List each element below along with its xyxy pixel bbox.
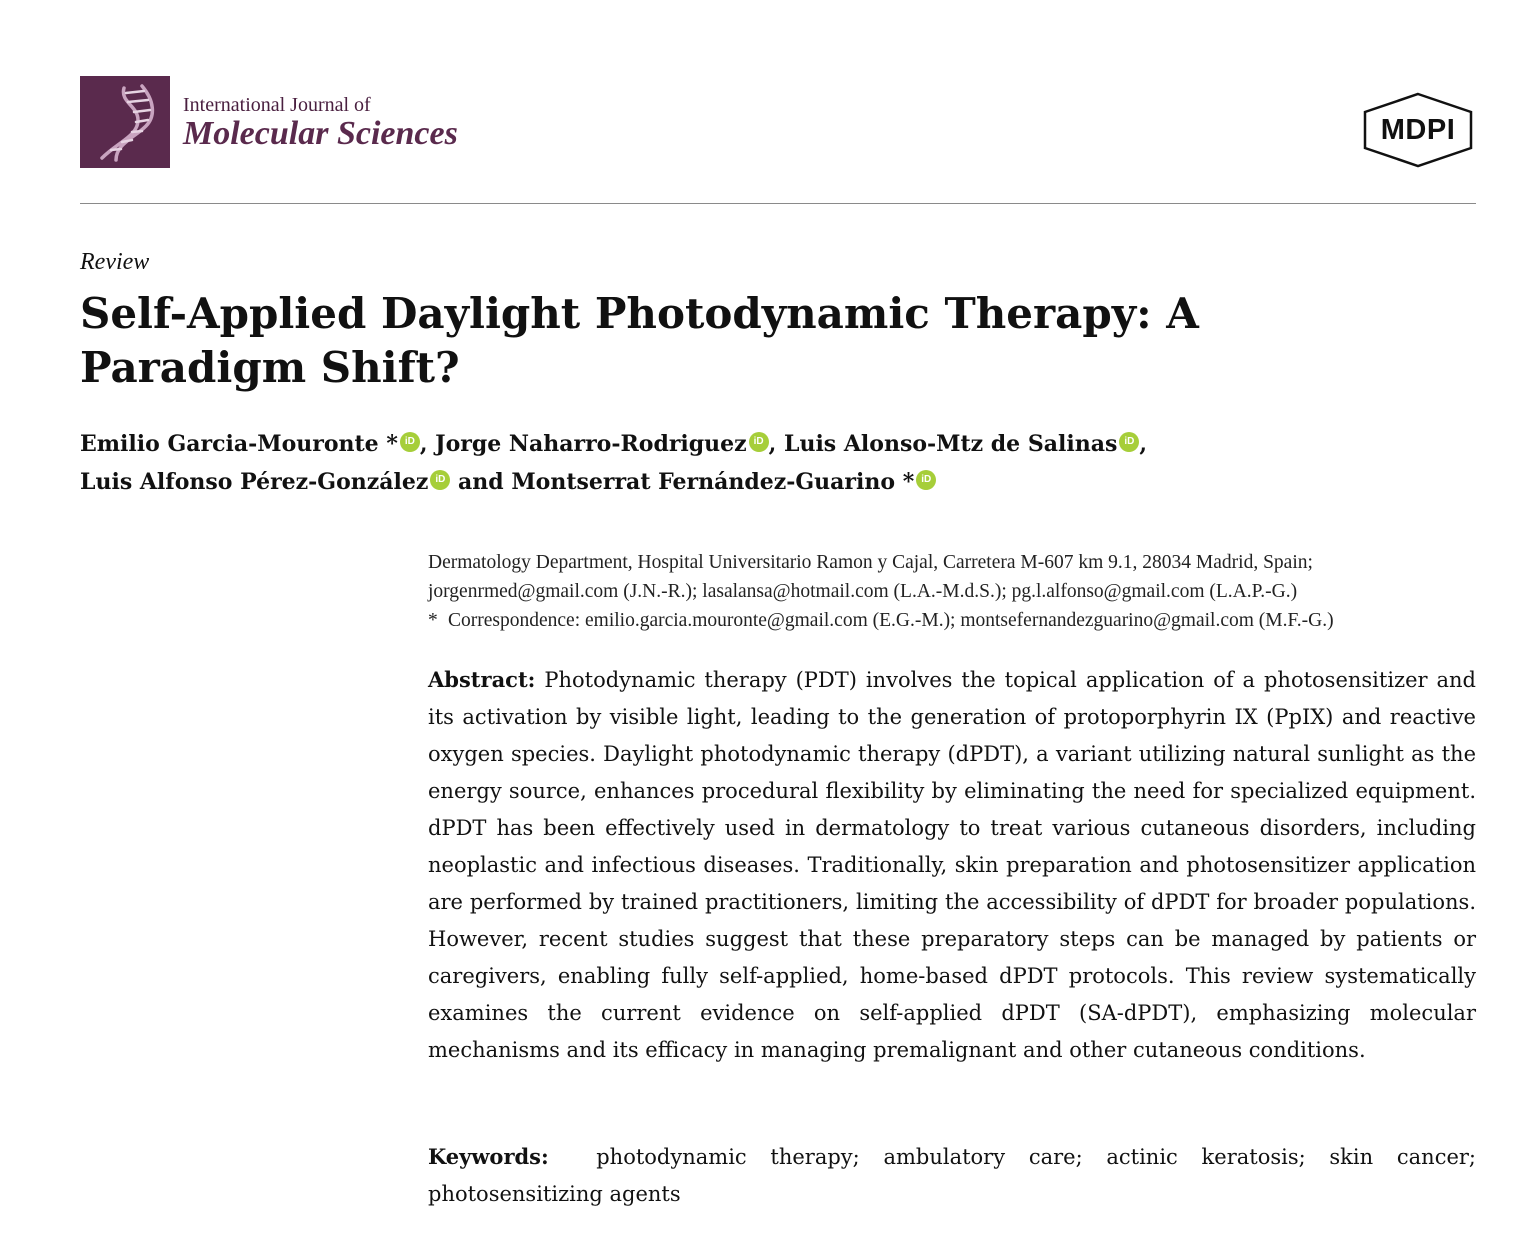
author-name: Luis Alonso-Mtz de Salinas — [783, 431, 1118, 457]
article-type: Review — [80, 249, 150, 275]
keywords-label: Keywords: — [428, 1144, 549, 1169]
journal-name-line1: International Journal of — [183, 94, 371, 116]
journal-logo — [80, 76, 170, 168]
orcid-icon[interactable]: iD — [749, 432, 769, 452]
orcid-icon[interactable]: iD — [1119, 432, 1139, 452]
abstract-label: Abstract: — [428, 667, 536, 692]
corresponding-marker: * — [895, 469, 915, 495]
corresponding-marker: * — [378, 431, 398, 457]
orcid-icon[interactable]: iD — [400, 432, 420, 452]
affiliation-line: Dermatology Department, Hospital Universitario Ramon y Cajal, Carretera M-607 km 9.1, 28034 Madrid, Spain; — [428, 552, 1313, 573]
correspondence-star: * — [428, 610, 438, 631]
author-separator: and — [450, 469, 512, 495]
keywords — [428, 1138, 1476, 1213]
author-separator: , — [768, 431, 784, 457]
journal-name — [183, 94, 458, 152]
author-name: Emilio Garcia-Mouronte — [80, 431, 379, 457]
journal-header — [80, 76, 1476, 168]
dna-icon — [80, 76, 170, 168]
author-name: Jorge Naharro-Rodriguez — [435, 431, 747, 457]
article-title: Self-Applied Daylight Photodynamic Therapy: A Paradigm Shift? — [80, 289, 1199, 392]
orcid-icon[interactable]: iD — [916, 470, 936, 490]
author-separator: , — [419, 431, 436, 457]
affiliation-block — [428, 548, 1478, 635]
author-list — [80, 425, 1230, 501]
abstract — [428, 661, 1476, 1069]
journal-name-line2: Molecular Sciences — [183, 115, 458, 152]
publisher-name: MDPI — [1380, 113, 1456, 146]
author-name: Montserrat Fernández-Guarino — [511, 469, 896, 495]
abstract-text: Photodynamic therapy (PDT) involves the topical application of a photosensitizer and its activation by visible light, leading to the generation of protoporphyrin IX (PpIX) and reactive oxygen species. Daylight photodynamic therapy (dPDT), a variant utilizing natural sunlight as the energy source, enhances procedural flexibility by eliminating the need for specialized equipment. dPDT has been effectively used in dermatology to treat various cutaneous disorders, including neoplastic and infectious diseases. Traditionally, skin preparation and photosensitizer application are performed by trained practitioners, limiting the accessibility of dPDT for broader populations. However, recent studies suggest that these preparatory steps can be managed by patients or caregivers, enabling fully self-applied, home-based dPDT protocols. This review systematically examines the current evidence on self-applied dPDT (SA-dPDT), emphasizing molecular mechanisms and its efficacy in managing premalignant and other cutaneous conditions. — [428, 668, 1476, 1062]
author-separator: , — [1139, 431, 1148, 457]
orcid-icon[interactable]: iD — [430, 470, 450, 490]
header-divider — [80, 203, 1476, 204]
keywords-text: photodynamic therapy; ambulatory care; actinic keratosis; skin cancer; photosensitizing agents — [428, 1145, 1476, 1206]
author-emails: jorgenrmed@gmail.com (J.N.-R.); lasalansa@hotmail.com (L.A.-M.d.S.); pg.l.alfonso@gmail.com (L.A.P.-G.) — [428, 581, 1298, 602]
correspondence-text: Correspondence: emilio.garcia.mouronte@gmail.com (E.G.-M.); montsefernandezguarino@gmail.com (M.F.-G.) — [448, 610, 1334, 631]
correspondence-line — [428, 606, 1478, 635]
publisher-logo — [1359, 90, 1477, 170]
author-name: Luis Alfonso Pérez-González — [80, 469, 429, 495]
